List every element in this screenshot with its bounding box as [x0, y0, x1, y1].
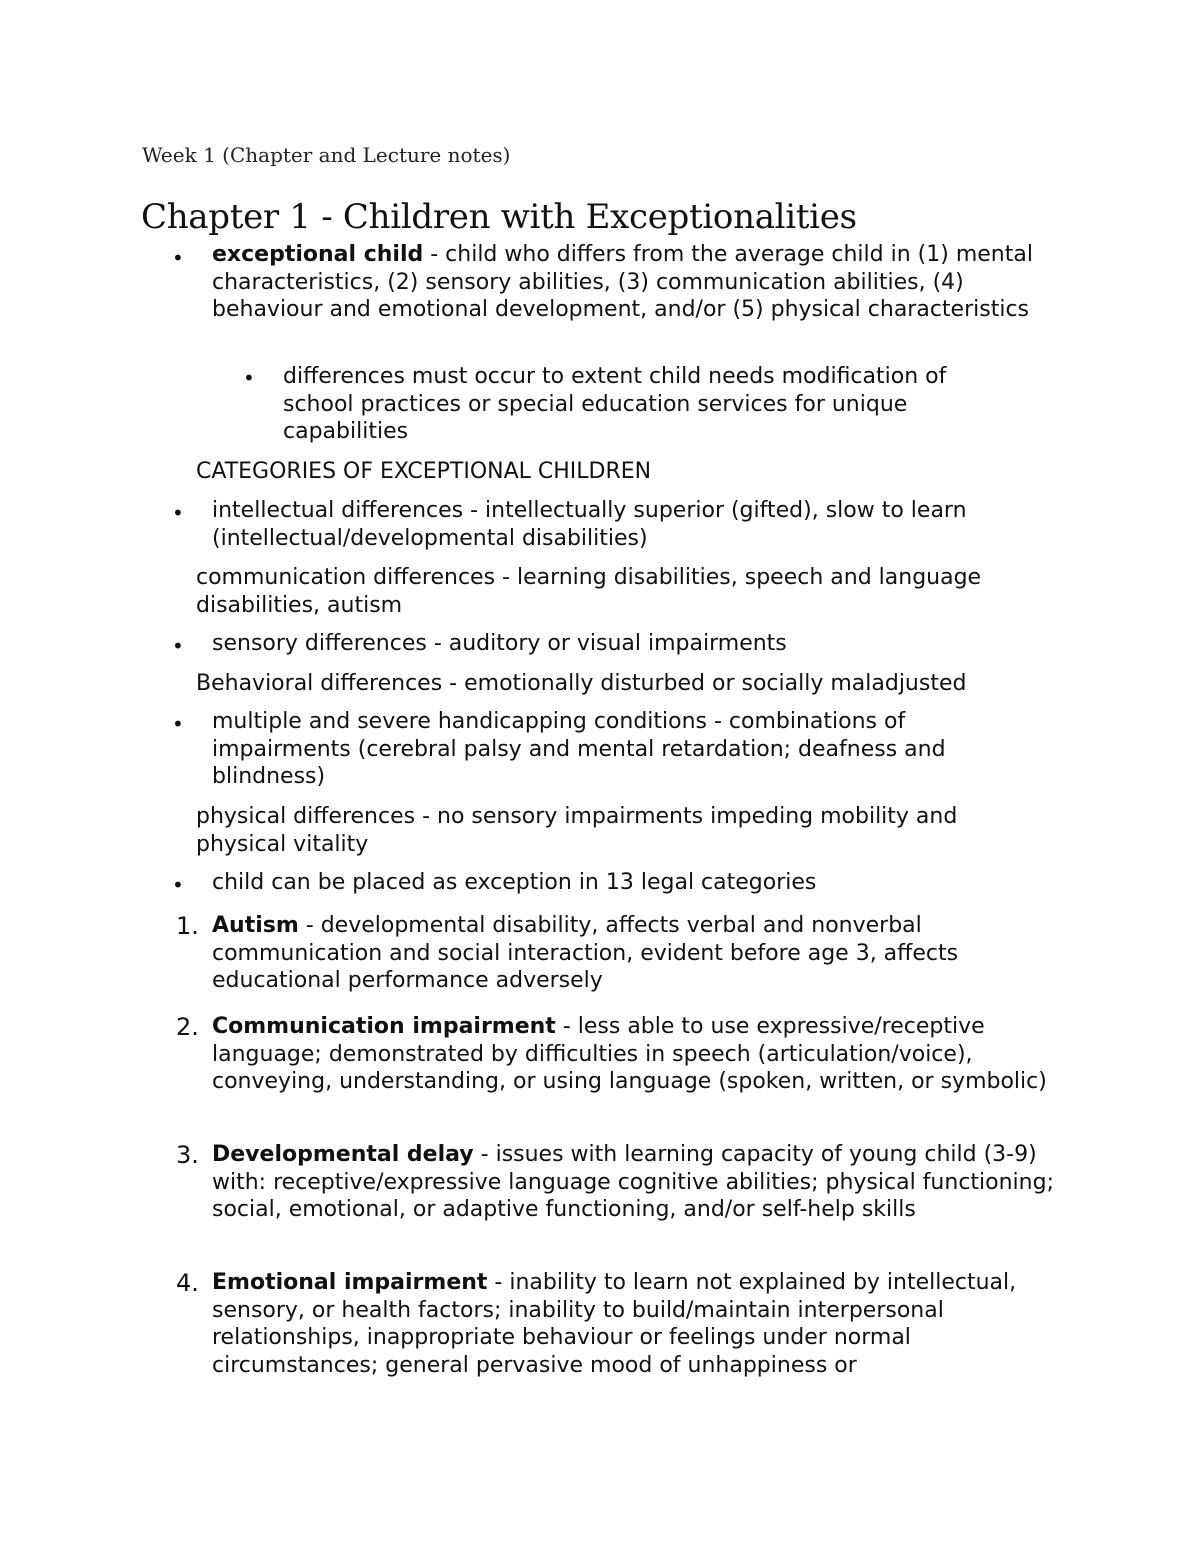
- legal-category-term: Developmental delay: [212, 1142, 474, 1167]
- categories-heading: CATEGORIES OF EXCEPTIONAL CHILDREN: [196, 459, 652, 484]
- bullet-marker: •: [172, 712, 184, 736]
- category-item: sensory differences - auditory or visual impairments: [212, 631, 787, 656]
- legal-category-item: Autism - developmental disability, affects verbal and nonverbal communication and social interaction, evident before age 3, affects educational performance adversely: [212, 913, 959, 993]
- definition-sub-item: differences must occur to extent child needs modification of school practices or special education services for unique capabilities: [283, 364, 947, 444]
- category-item: multiple and severe handicapping conditions - combinations of impairments (cerebral palsy and mental retardation; deafness and blindness): [212, 709, 946, 789]
- bullet-marker: •: [172, 501, 184, 525]
- legal-category-term: Emotional impairment: [212, 1270, 488, 1295]
- legal-category-item: Developmental delay - issues with learning capacity of young child (3-9) with: receptive/expressive language cognitive abilities; physical functioning; social, emotional, or adaptive functioning, and/or self-help skills: [212, 1142, 1054, 1222]
- sub-bullet-marker: •: [243, 366, 255, 390]
- category-item: physical differences - no sensory impairments impeding mobility and physical vitality: [196, 804, 958, 857]
- legal-category-item: Emotional impairment - inability to learn not explained by intellectual, sensory, or health factors; inability to build/maintain interpersonal relationships, inappropriate behaviour or feelings under normal circumstances; general pervasive mood of unhappiness or: [212, 1270, 1017, 1378]
- category-item: intellectual differences - intellectually superior (gifted), slow to learn (intellectual/developmental disabilities): [212, 498, 967, 551]
- document-subtitle: Week 1 (Chapter and Lecture notes): [142, 143, 511, 167]
- list-number: 3.: [176, 1141, 199, 1169]
- definition-text: child who differs from the average child in (1) mental characteristics, (2) sensory abilities, (3) communication abilities, (4) behaviour and emotional development, and/or (5) physical characteristics: [212, 242, 1033, 322]
- category-item: communication differences - learning disabilities, speech and language disabilities, autism: [196, 565, 982, 618]
- bullet-marker: •: [172, 634, 184, 658]
- list-number: 4.: [176, 1269, 199, 1297]
- category-item: child can be placed as exception in 13 legal categories: [212, 870, 817, 895]
- bullet-marker: •: [172, 246, 184, 270]
- list-number: 1.: [176, 912, 199, 940]
- legal-category-item: Communication impairment - less able to use expressive/receptive language; demonstrated by difficulties in speech (articulation/voice), conveying, understanding, or using language (spoken, written, or symbolic): [212, 1014, 1047, 1094]
- definition-term: exceptional child: [212, 242, 424, 267]
- category-item: Behavioral differences - emotionally disturbed or socially maladjusted: [196, 671, 967, 696]
- list-number: 2.: [176, 1013, 199, 1041]
- definition-item: exceptional child - child who differs from the average child in (1) mental characteristics, (2) sensory abilities, (3) communication abilities, (4) behaviour and emotional development, and/or (5) physical characteristics: [212, 242, 1033, 322]
- chapter-title: Chapter 1 - Children with Exceptionalities: [141, 197, 857, 237]
- legal-category-term: Autism: [212, 913, 299, 938]
- bullet-marker: •: [172, 873, 184, 897]
- legal-category-term: Communication impairment: [212, 1014, 556, 1039]
